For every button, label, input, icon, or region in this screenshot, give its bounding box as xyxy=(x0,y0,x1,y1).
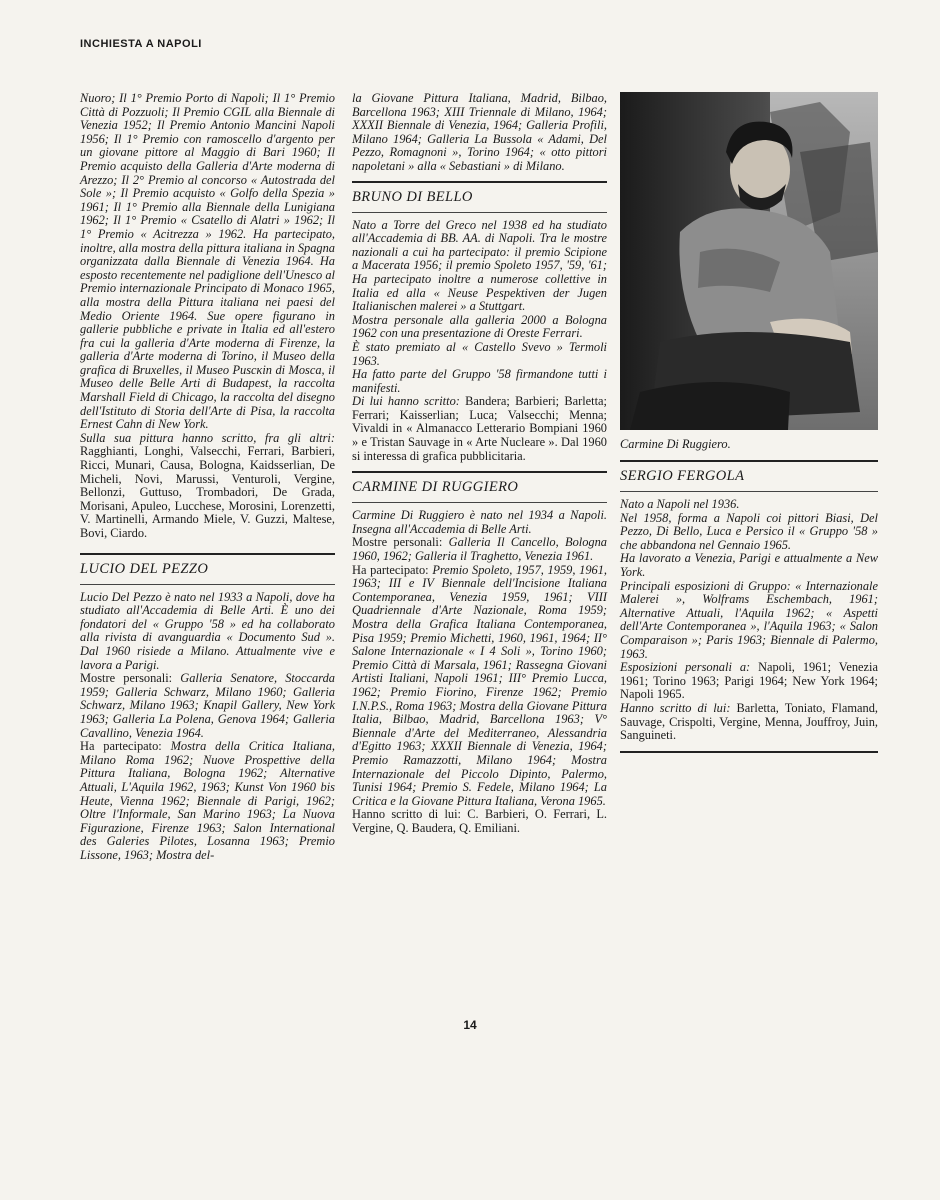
group-shows: « Internazionale Malerei », Wolframs Eschembach, 1961; Alternative Attuali, l'Aquila 1962; « Aspetti dell'Arte Contemporanea », l'Aquila 1963; « Salon Comparaison »; Paris 1963; Biennale di Palermo, 1963. xyxy=(620,578,878,661)
participation-lead: Ha partecipato: xyxy=(352,562,429,577)
writers-list: Barletta, Toniato, Flamand, Sauvage, Crispolti, Vergine, Menna, Jouffroy, Juin, Sanguineti. xyxy=(620,700,878,743)
page-number: 14 xyxy=(463,1018,477,1032)
section-title-sergio-fergola: SERGIO FERGOLA xyxy=(620,468,745,484)
section-title-lucio-del-pezzo: LUCIO DEL PEZZO xyxy=(80,560,209,577)
participation-list: Premio Spoleto, 1957, 1959, 1961, 1963; III e IV Biennale dell'Incisione Italiana Contemporanea, Venezia 1959, 1961; VIII Quadriennale d'Arte Nazionale, Roma 1959; Mostra della Grafica Italiana Contemporanea, Pisa 1959; Premio Michetti, 1960, 1961, 1964; II° Salone Internazionale « I 4 Soli », Torino 1960; Premio Città di Marsala, 1961; Rassegna Giovani Artisti Italiani, Napoli 1961; III° Premio Lucca, 1962; Premio Fiorino, Firenze 1962; Premio I.N.P.S., Roma 1963; Mostra della Giovane Pittura Italia, Bilbao, Madrid, Barcellona 1963; V° Biennale d'Arte del Mediterraneo, Alessandria d'Egitto 1963; XXXII Biennale di Venezia, 1964; Premio Ramazzotti, Milano 1964; Mostra Internazionale del Piccolo Dipinto, Palermo, Tunisi 1964; Premio S. Fedele, Milano 1964; La Critica e la Giovane Pittura Italiana, Verona 1965. xyxy=(352,562,607,808)
artist-bio: Nato a Torre del Greco nel 1938 ed ha studiato all'Accademia di BB. AA. di Napoli. Tra le mostre nazionali a cui ha partecipato: il premio Scipione a Macerata 1956; il premio Spoleto 1957, '59, '61; Ha partecipato inoltre a numerose collettive in Italia ed alla « Neuse Pespektiven der Jugen Italianischen malerei » a Stuttgart. xyxy=(352,217,607,314)
writers-lead: Hanno scritto di lui: xyxy=(352,807,462,822)
artist-bio: Lucio Del Pezzo è nato nel 1933 a Napoli, dove ha studiato all'Accademia di Belle Arti. È uno dei fondatori del « Gruppo '58 » ed ha collaborato alla rivista di avanguardia « Documento Sud ». Dal 1960 risiede a Milano. Attualmente vive e lavora a Parigi. xyxy=(80,589,335,672)
column-2 xyxy=(352,92,607,836)
writers-names: Ragghianti, Longhi, Valsecchi, Ferrari, Barbieri, Ricci, Munari, Causa, Bologna, Kaidsserlian, De Micheli, Novi, Marussi, Venturoli, Vergine, Bellonzi, Guttuso, Trombadori, De Grada, Morisani, Apuleo, Lucchese, Morosini, Lorenzetti, V. Martinelli, Armando Miele, V. Guzzi, Maltese, Bovi, Ciardo. xyxy=(80,444,335,540)
writers-list: C. Barbieri, O. Ferrari, L. Vergine, Q. Baudera, Q. Emiliani. xyxy=(352,807,607,835)
personal-lead: Esposizioni personali a: xyxy=(620,660,751,675)
artist-bio: Carmine Di Ruggiero è nato nel 1934 a Napoli. Insegna all'Accademia di Belle Arti. xyxy=(352,508,607,536)
writers-lead: Hanno scritto di lui: xyxy=(620,700,731,715)
column-3 xyxy=(620,92,878,753)
photo-illustration xyxy=(620,92,878,430)
personal-show: Mostra personale alla galleria 2000 a Bologna 1962 con una presentazione di Oreste Ferrari. xyxy=(352,312,607,341)
shows-list: Galleria Senatore, Stoccarda 1959; Galleria Schwarz, Milano 1960; Galleria Schwarz, Milano 1963; Knapil Gallery, New York 1963; Galleria La Polena, Genova 1964; Galleria Cavallino, Venezia 1964. xyxy=(80,671,335,740)
born: Nato a Napoli nel 1936. xyxy=(620,497,740,511)
shows-lead: Mostre personali: xyxy=(80,671,173,686)
group-membership: Ha fatto parte del Gruppo '58 firmandone tutti i manifesti. xyxy=(352,367,607,395)
section-title-carmine-di-ruggiero: CARMINE DI RUGGIERO xyxy=(352,479,519,496)
shows-list: Galleria Il Cancello, Bologna 1960, 1962; Galleria il Traghetto, Venezia 1961. xyxy=(352,535,608,564)
participation-list: Mostra della Critica Italiana, Milano Roma 1962; Nuove Prospettive della Pittura Italiana, Bologna 1962; Alternative Attuali, L'Aquila 1962, 1963; Kunst Von 1960 bis Heute, Vienna 1962; Biennale di Parigi, 1962; Oltre l'Informale, San Marino 1963; La Nuova Figurazione, Firenze 1963; Salon International des Galeries Pilotes, Losanna 1963; Premio Lissone, 1963; Mostra del- xyxy=(80,739,335,862)
photo-caption: Carmine Di Ruggiero. xyxy=(620,437,731,451)
work-locations: Ha lavorato a Venezia, Parigi e attualmente a New York. xyxy=(620,551,878,579)
intro-paragraph: Nuoro; Il 1° Premio Porto di Napoli; Il 1° Premio Città di Pozzuoli; Il Premio CGIL alla Biennale di Venezia 1952; Il Premio Antonio Mancini Napoli 1956; Il 1° Premio con ramoscello d'argento per un giovane pittore al Maggio di Bari 1960; Il Premio acquisto della Galleria d'Arte moderna di Arezzo; Il 2° Premio al concorso « Autostrada del Sole »; Il Premio acquisto « Golfo della Spezia » 1961; Il 1° Premio alla Biennale della Lunigiana 1962; Il 1° Premio « Csatello di Alatri » 1962; Il 1° Premio « Acitrezza » 1962. Ha partecipato, inoltre, alla mostra della pittura italiana in Spagna organizzata dalla Biennale di Venezia 1964. Ha esposto recentemente nel padiglione dell'Unesco al Premio internazionale Principato di Monaco 1965, alla mostra della Pittura italiana nei paesi del Medio Oriente 1964. Sue opere figurano in gallerie pubbliche e private in Italia ed all'estero fra cui la galleria d'Arte moderna di Firenze, la galleria d'Arte moderna di Torino, il Museo della grafica di Bruxelles, il Museo Puscкin di Mosca, il Museo delle Belle Arti di Budapest, la raccolta Marshall Field di Chicago, la raccolta del disegno dell'Istituto di Storia dell'Arte di Pisa, la raccolta Ernest Cahn di New York. xyxy=(80,91,335,432)
group-shows-lead: Principali esposizioni di Gruppo: xyxy=(620,578,791,593)
shows-lead: Mostre personali: xyxy=(352,535,443,550)
participation-lead: Ha partecipato: xyxy=(80,739,162,754)
writers-lead: Sulla sua pittura hanno scritto, fra gli altri: xyxy=(80,430,335,445)
section-title-bruno-di-bello: BRUNO DI BELLO xyxy=(352,188,473,205)
column-1 xyxy=(80,92,335,862)
artist-photo xyxy=(620,92,878,430)
personal-shows: Napoli, 1961; Venezia 1961; Torino 1963; Parigi 1964; New York 1964; Napoli 1965. xyxy=(620,660,878,702)
group-founding: Nel 1958, forma a Napoli coi pittori Biasi, Del Pezzo, Di Bello, Luca e Persico il « Gruppo '58 » che abbandona nel Gennaio 1965. xyxy=(620,510,878,552)
writers-lead: Di lui hanno scritto: xyxy=(352,394,460,409)
running-head: INCHIESTA A NAPOLI xyxy=(80,38,202,50)
intro-paragraph: la Giovane Pittura Italiana, Madrid, Bilbao, Barcellona 1963; XIII Triennale di Milano, 1964; XXXII Biennale di Venezia, 1964; Galleria Profili, Milano 1964; Galleria La Bussola « Adami, Del Pezzo, Romagnoni », Torino 1964; « otto pittori napoletani » alla « Sebastiani » di Milano. xyxy=(352,91,607,173)
award: È stato premiato al « Castello Svevo » Termoli 1963. xyxy=(352,339,607,368)
writers-list: Bandera; Barbieri; Barletta; Ferrari; Kaisserlian; Luca; Valsecchi; Menna; Vivaldi in « Almanacco Letterario Bompiani 1960 » e Tristan Sauvage in « Arte Nucleare ». Dal 1960 si interessa di grafica pubblicitaria. xyxy=(352,394,607,463)
section-rule xyxy=(620,751,878,753)
